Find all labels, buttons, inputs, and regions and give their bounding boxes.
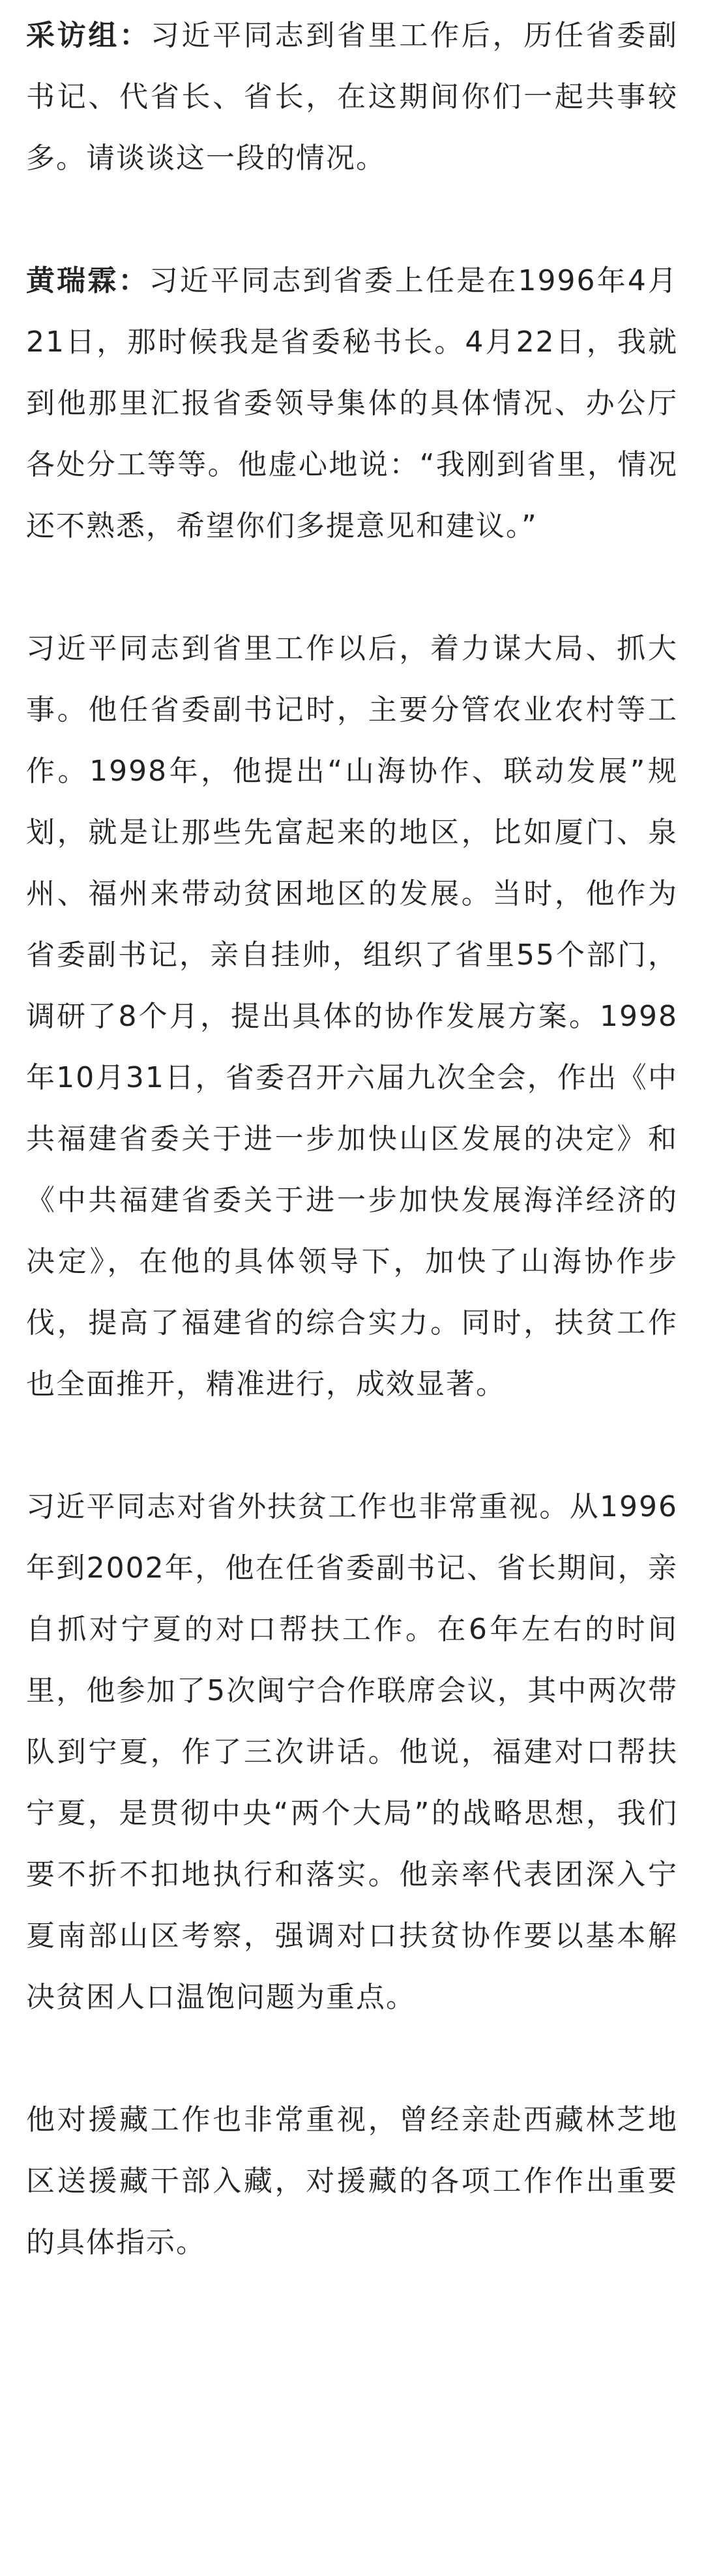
paragraph-text: 习近平同志对省外扶贫工作也非常重视。从1996年到2002年，他在任省委副书记、省长期间，亲自抓对宁夏的对口帮扶工作。在6年左右的时间里，他参加了5次闽宁合作联席会议，其中两次带队到宁夏，作了三次讲话。他说，福建对口帮扶宁夏，是贯彻中央“两个大局”的战略思想，我们要不折不扣地执行和落实。他亲率代表团深入宁夏南部山区考察，强调对口扶贫协作要以基本解决贫困人口温饱问题为重点。 [26,1490,678,2014]
paragraph-answer-intro [26,250,678,557]
paragraph-mountain-sea-cooperation [26,618,678,1415]
paragraph-tibet-assistance [26,2089,678,2273]
paragraph-ningxia-assistance [26,1476,678,2028]
speaker-label: 采访组： [26,19,151,52]
article-body [26,5,678,2273]
paragraph-text: 习近平同志到省委上任是在1996年4月21日，那时候我是省委秘书长。4月22日，我就到他那里汇报省委领导集体的具体情况、办公厅各处分工等等。他虚心地说：“我刚到省里，情况还不熟悉，希望你们多提意见和建议。” [26,264,678,543]
paragraph-interviewer-question [26,5,678,189]
paragraph-text: 他对援藏工作也非常重视，曾经亲赴西藏林芝地区送援藏干部入藏，对援藏的各项工作作出重要的具体指示。 [26,2103,678,2259]
paragraph-text: 习近平同志到省里工作以后，着力谋大局、抓大事。他任省委副书记时，主要分管农业农村等工作。1998年，他提出“山海协作、联动发展”规划，就是让那些先富起来的地区，比如厦门、泉州、福州来带动贫困地区的发展。当时，他作为省委副书记，亲自挂帅，组织了省里55个部门，调研了8个月，提出具体的协作发展方案。1998年10月31日，省委召开六届九次全会，作出《中共福建省委关于进一步加快山区发展的决定》和《中共福建省委关于进一步加快发展海洋经济的决定》，在他的具体领导下，加快了山海协作步伐，提高了福建省的综合实力。同时，扶贫工作也全面推开，精准进行，成效显著。 [26,632,678,1401]
paragraph-text: 习近平同志到省里工作后，历任省委副书记、代省长、省长，在这期间你们一起共事较多。请谈谈这一段的情况。 [26,19,679,175]
speaker-label: 黄瑞霖： [26,264,149,297]
